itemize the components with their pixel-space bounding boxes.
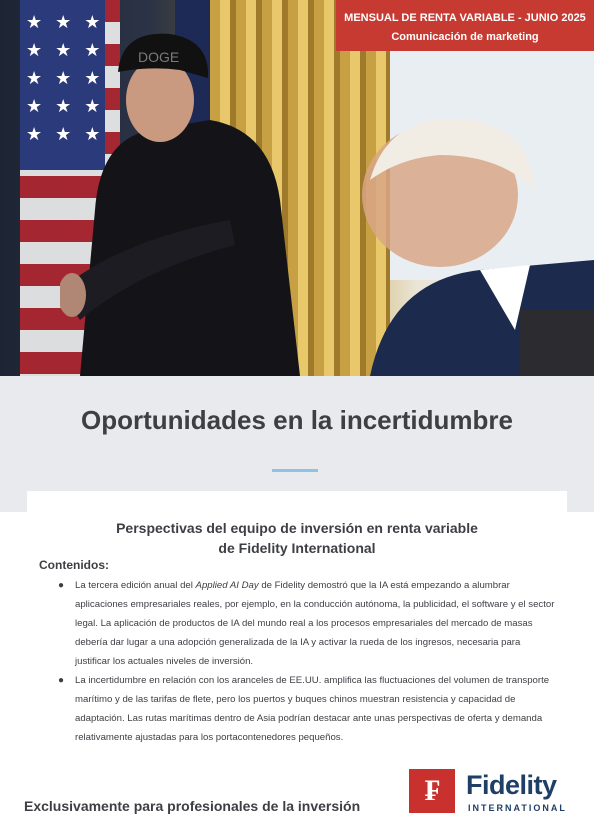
logo-f-icon: ₣: [424, 773, 440, 808]
title-divider: [272, 469, 318, 472]
marketing-label: Comunicación de marketing: [391, 31, 539, 43]
report-type: MENSUAL DE RENTA VARIABLE - JUNIO 2025: [344, 12, 586, 24]
list-item-text-start: La incertidumbre en relación con los aranceles de EE.UU. amplifica las fluctuaciones del volumen de transporte marítimo y de las tarifas de flete, pero los puertos y buques chinos muestran resistencia y capacidad de adaptación. Las rutas marítimas dentro de Asia podrían destacar ante unas perspectivas de oferta y demanda relativamente ajustadas para los portacontenedores pequeños.: [75, 675, 550, 743]
seated-man: [330, 100, 594, 376]
hero-photo: [0, 0, 594, 376]
subtitle-line-1: Perspectivas del equipo de inversión en renta variable: [116, 520, 478, 536]
list-item: [58, 671, 558, 747]
list-item: [58, 576, 558, 671]
standing-man: [60, 20, 320, 376]
report-badge: [336, 0, 594, 51]
bullet-icon: ●: [58, 580, 65, 591]
audience-disclaimer: Exclusivamente para profesionales de la inversión: [24, 798, 361, 814]
list-item-text-start: La tercera edición anual del: [75, 580, 196, 591]
flag-stars: ★ ★ ★ ★ ★ ★ ★ ★ ★ ★ ★ ★ ★ ★ ★: [26, 12, 105, 144]
list-item-emphasis: Applied AI Day: [195, 580, 259, 591]
bullet-icon: ●: [58, 675, 65, 686]
list-item-text-end: de Fidelity demostró que la IA está empezando a alumbrar aplicaciones empresariales reales, por ejemplo, en la conducción autónoma, la publicidad, el software y el sector legal. La aplicación de productos de IA del mundo real a los procesos empresariales del mercado de masas debería dar lugar a una adopción generalizada de la IA y activar la rueda de los ingresos, necesaria para justificar los actuales niveles de inversión.: [75, 580, 555, 667]
cap-text: DOGE: [138, 49, 180, 65]
subtitle-line-2: de Fidelity International: [218, 540, 376, 556]
logo-wordmark: Fidelity: [466, 770, 557, 800]
logo-subtext: INTERNATIONAL: [468, 803, 567, 813]
contents-label: Contenidos:: [39, 558, 109, 572]
subtitle: [0, 518, 594, 558]
contents-list: [58, 576, 558, 747]
page-title: Oportunidades en la incertidumbre: [81, 405, 513, 435]
fidelity-logo-mark: [409, 769, 455, 813]
